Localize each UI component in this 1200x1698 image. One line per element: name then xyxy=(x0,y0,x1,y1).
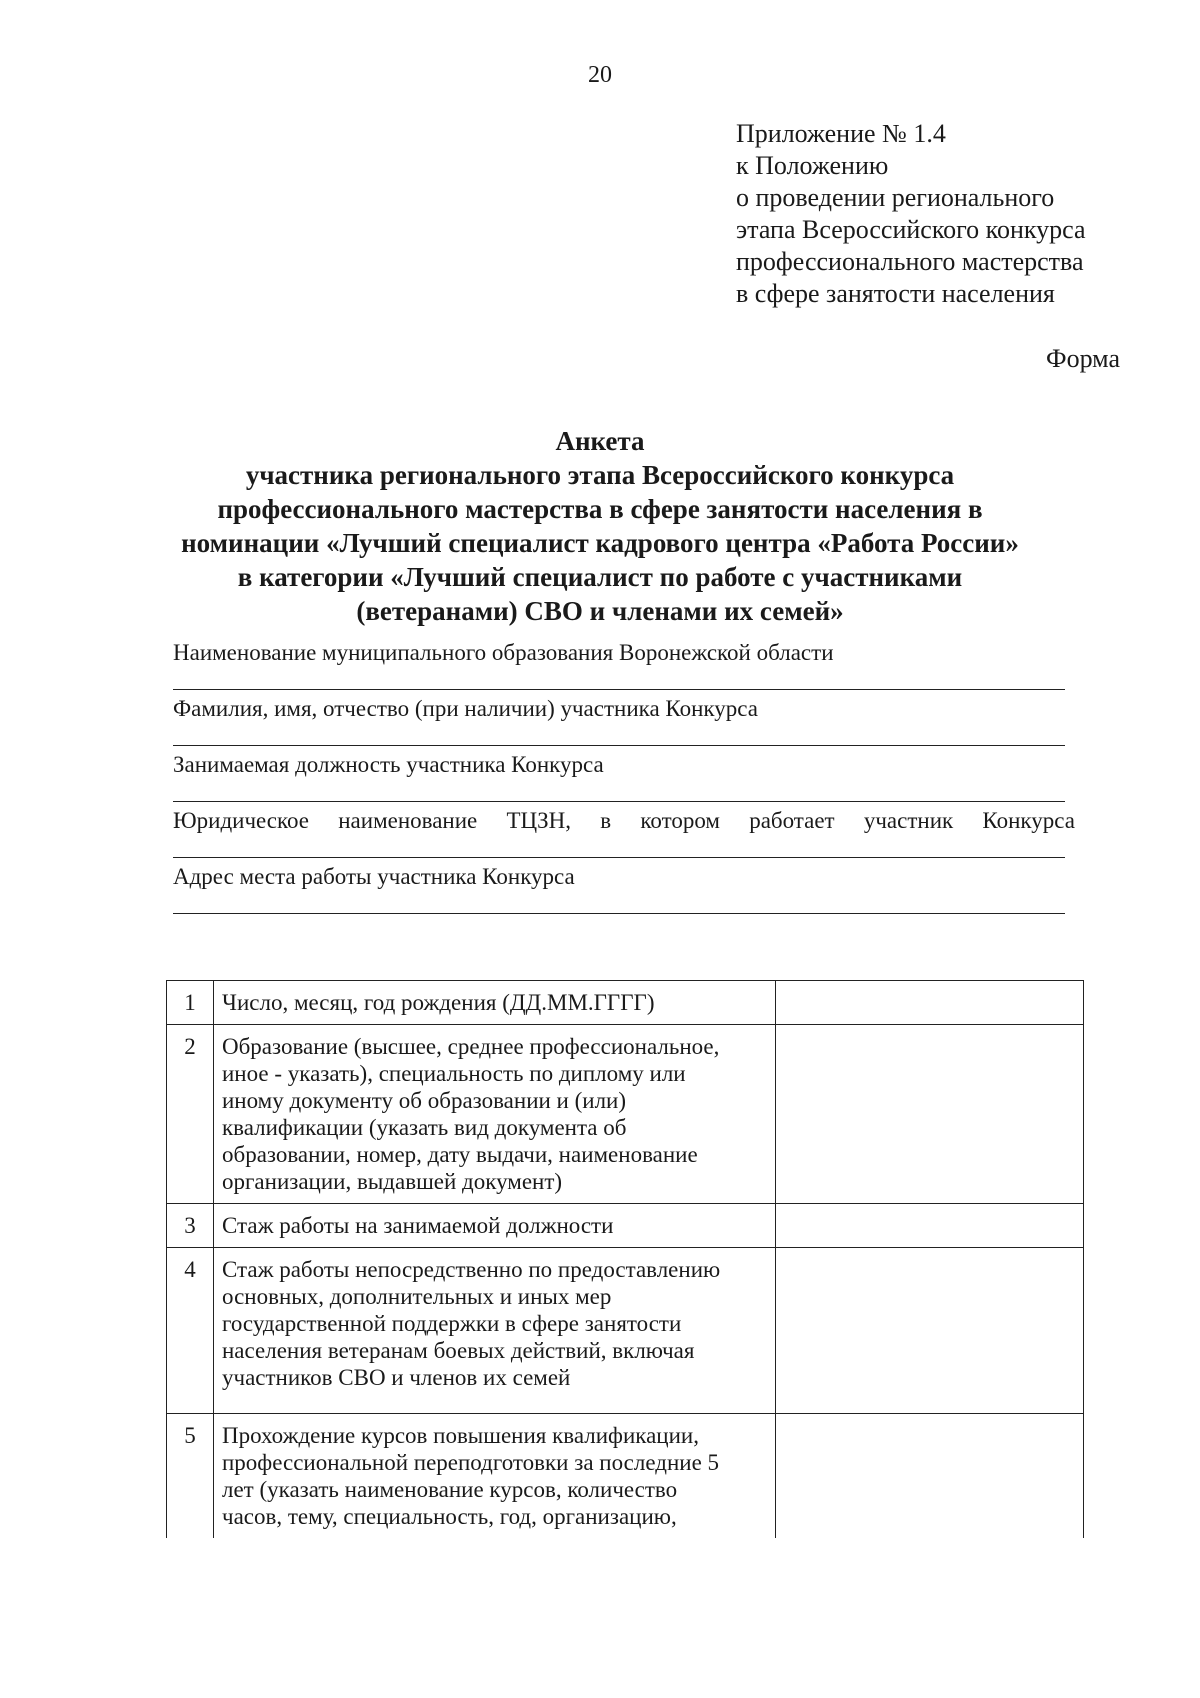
table-row xyxy=(167,1248,1084,1414)
address-field[interactable] xyxy=(173,913,1065,914)
row-number: 4 xyxy=(167,1248,214,1414)
municipality-label: Наименование муниципального образования Воронежской области xyxy=(173,640,834,665)
row-line: иное - указать), специальность по диплому или xyxy=(222,1061,686,1086)
appendix-line: Приложение № 1.4 xyxy=(736,119,946,148)
row-answer-cell[interactable] xyxy=(776,1414,1084,1539)
tczn-name-field[interactable] xyxy=(173,857,1065,858)
row-line: образовании, номер, дату выдачи, наименование xyxy=(222,1142,698,1167)
title-line: (ветеранами) СВО и членами их семей» xyxy=(356,596,844,626)
appendix-reference xyxy=(736,118,1086,310)
tczn-word: Конкурса xyxy=(982,808,1075,833)
document-title xyxy=(100,424,1100,628)
participant-info-table xyxy=(166,980,1084,1538)
table-row xyxy=(167,981,1084,1025)
row-line: иному документу об образовании и (или) xyxy=(222,1088,627,1113)
row-line: Прохождение курсов повышения квалификации, xyxy=(222,1423,699,1448)
tczn-word: Юридическое xyxy=(173,808,310,833)
row-description xyxy=(214,981,776,1025)
row-line: основных, дополнительных и иных мер xyxy=(222,1284,612,1309)
tczn-word: участник xyxy=(863,808,954,833)
appendix-line: профессионального мастерства xyxy=(736,247,1084,276)
row-description xyxy=(214,1248,776,1414)
title-line: в категории «Лучший специалист по работе с участниками xyxy=(237,562,963,592)
appendix-line: к Положению xyxy=(736,151,889,180)
appendix-line: о проведении регионального xyxy=(736,183,1055,212)
row-answer-cell[interactable] xyxy=(776,1204,1084,1248)
row-line: Образование (высшее, среднее профессиональное, xyxy=(222,1034,720,1059)
row-number: 1 xyxy=(167,981,214,1025)
position-field[interactable] xyxy=(173,801,1065,802)
row-description xyxy=(214,1414,776,1539)
row-description xyxy=(214,1204,776,1248)
row-number: 5 xyxy=(167,1414,214,1539)
row-line: профессиональной переподготовки за последние 5 xyxy=(222,1450,720,1475)
row-line: Стаж работы непосредственно по предоставлению xyxy=(222,1257,721,1282)
row-number: 2 xyxy=(167,1025,214,1204)
row-answer-cell[interactable] xyxy=(776,981,1084,1025)
table-row xyxy=(167,1204,1084,1248)
row-line: государственной поддержки в сфере занятости xyxy=(222,1311,682,1336)
row-line: лет (указать наименование курсов, количество xyxy=(222,1477,678,1502)
tczn-word: в xyxy=(600,808,612,833)
title-line: профессионального мастерства в сфере занятости населения в xyxy=(217,494,983,524)
tczn-word: ТЦЗН, xyxy=(506,808,572,833)
title-line: номинации «Лучший специалист кадрового центра «Работа России» xyxy=(181,528,1019,558)
row-line: Число, месяц, год рождения (ДД.ММ.ГГГГ) xyxy=(222,990,655,1015)
position-label: Занимаемая должность участника Конкурса xyxy=(173,752,604,777)
row-line: организации, выдавшей документ) xyxy=(222,1169,563,1194)
tczn-word: работает xyxy=(749,808,835,833)
page-number: 20 xyxy=(588,62,612,88)
table-row xyxy=(167,1414,1084,1539)
row-line: населения ветеранам боевых действий, включая xyxy=(222,1338,695,1363)
address-label: Адрес места работы участника Конкурса xyxy=(173,864,575,889)
appendix-line: в сфере занятости населения xyxy=(736,279,1055,308)
form-label: Форма xyxy=(1046,344,1120,373)
tczn-word: наименование xyxy=(338,808,478,833)
row-line: часов, тему, специальность, год, организацию, xyxy=(222,1504,677,1529)
appendix-line: этапа Всероссийского конкурса xyxy=(736,215,1086,244)
full-name-label: Фамилия, имя, отчество (при наличии) участника Конкурса xyxy=(173,696,758,721)
row-answer-cell[interactable] xyxy=(776,1025,1084,1204)
row-answer-cell[interactable] xyxy=(776,1248,1084,1414)
tczn-name-label xyxy=(173,808,1075,834)
tczn-word: котором xyxy=(640,808,720,833)
title-line: Анкета xyxy=(555,426,645,456)
full-name-field[interactable] xyxy=(173,745,1065,746)
row-line: Стаж работы на занимаемой должности xyxy=(222,1213,614,1238)
row-line: участников СВО и членов их семей xyxy=(222,1365,571,1390)
municipality-field[interactable] xyxy=(173,689,1065,690)
row-line: квалификации (указать вид документа об xyxy=(222,1115,627,1140)
table-row xyxy=(167,1025,1084,1204)
title-line: участника регионального этапа Всероссийского конкурса xyxy=(245,460,955,490)
row-description xyxy=(214,1025,776,1204)
row-number: 3 xyxy=(167,1204,214,1248)
